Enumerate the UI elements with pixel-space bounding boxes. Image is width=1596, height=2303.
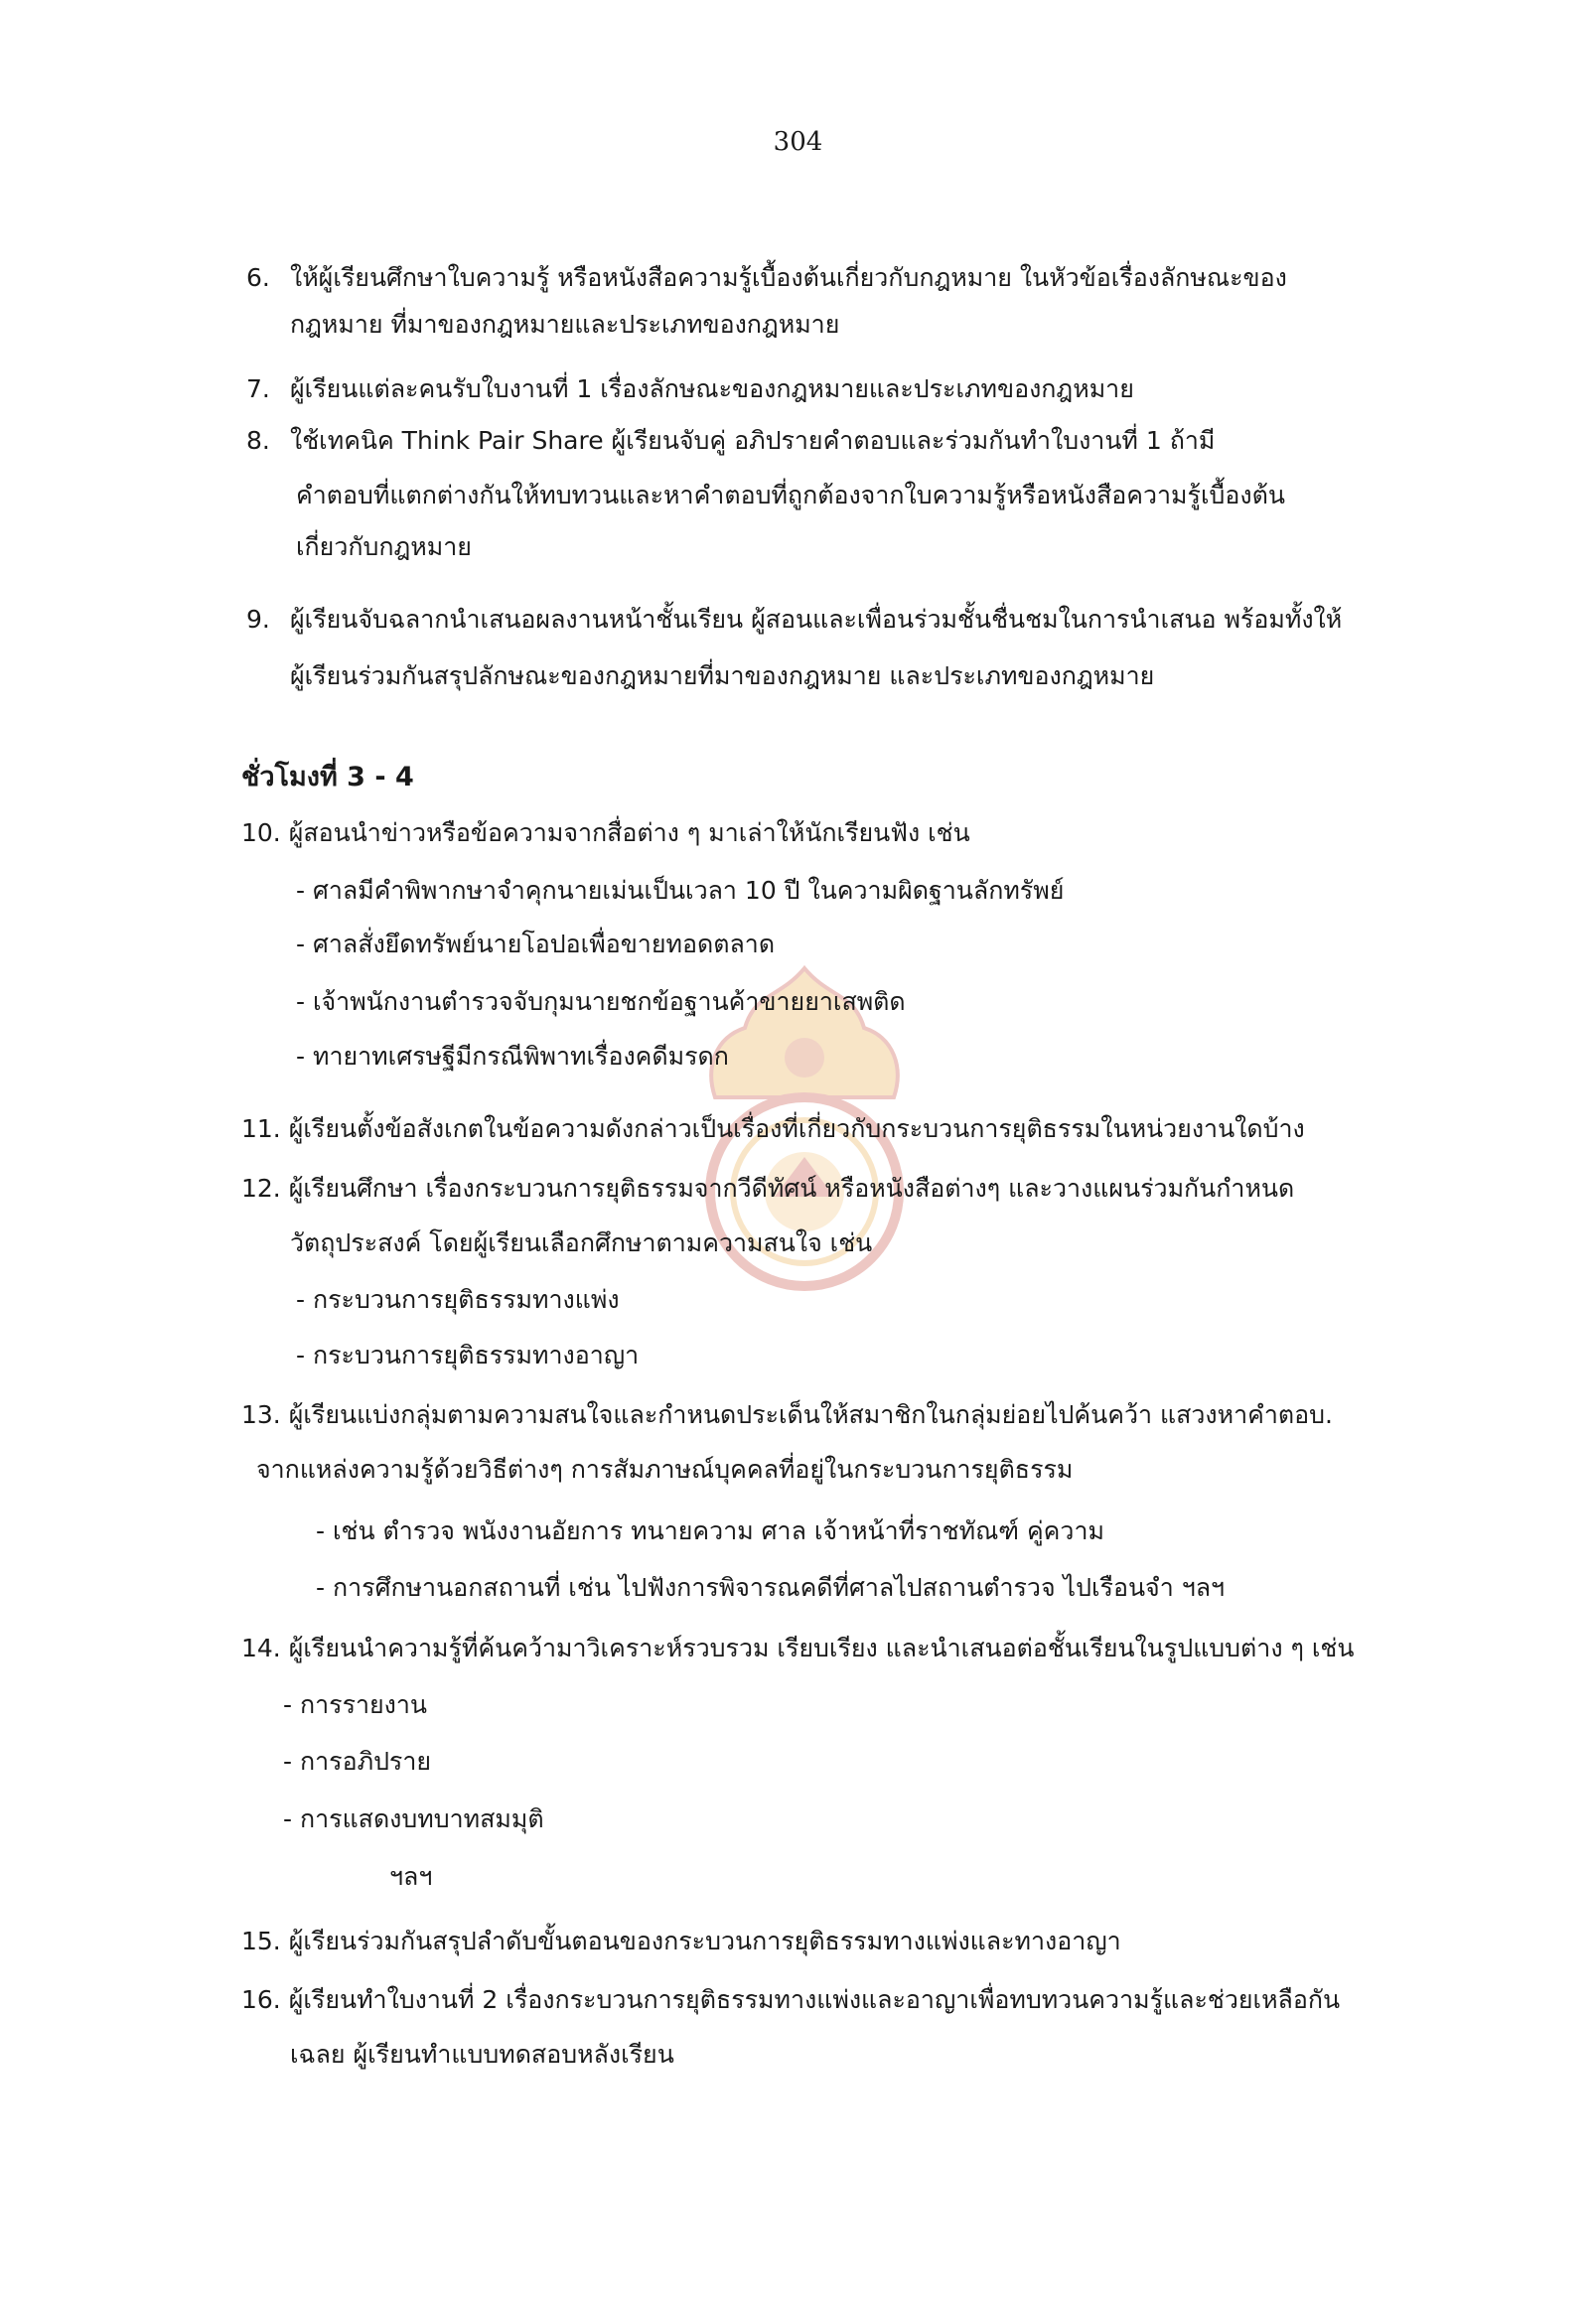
item-8-line-3: เกี่ยวกับกฎหมาย: [296, 532, 472, 561]
item-6-line-2: กฎหมาย ที่มาของกฎหมายและประเภทของกฎหมาย: [290, 310, 840, 339]
item-13-bullet-2: - การศึกษานอกสถานที่ เช่น ไปฟังการพิจารณคดีที่ศาลไปสถานตำรวจ ไปเรือนจำ ฯลฯ: [316, 1573, 1226, 1602]
section-heading: ชั่วโมงที่ 3 - 4: [241, 762, 414, 792]
item-8-number: 8.: [246, 426, 270, 455]
item-6-line-1: ให้ผู้เรียนศึกษาใบความรู้ หรือหนังสือความรู้เบื้องต้นเกี่ยวกับกฎหมาย ในหัวข้อเรื่องลักษณะของ: [290, 263, 1287, 292]
item-9-line-2: ผู้เรียนร่วมกันสรุปลักษณะของกฎหมายที่มาของกฎหมาย และประเภทของกฎหมาย: [290, 661, 1155, 690]
item-16-line-2: เฉลย ผู้เรียนทำแบบทดสอบหลังเรียน: [290, 2040, 674, 2069]
item-7-line-1: ผู้เรียนแต่ละคนรับใบงานที่ 1 เรื่องลักษณะของกฎหมายและประเภทของกฎหมาย: [290, 374, 1134, 403]
item-12-bullet-2: - กระบวนการยุติธรรมทางอาญา: [296, 1341, 640, 1369]
item-12-bullet-1: - กระบวนการยุติธรรมทางแพ่ง: [296, 1285, 620, 1314]
item-8-line-2: คำตอบที่แตกต่างกันให้ทบทวนและหาคำตอบที่ถูกต้องจากใบความรู้หรือหนังสือความรู้เบื้องต้น: [296, 481, 1285, 509]
item-14-bullet-3: - การแสดงบทบาทสมมุติ: [283, 1804, 544, 1833]
item-14-text: 14. ผู้เรียนนำความรู้ที่ค้นคว้ามาวิเคราะห์รวบรวม เรียบเรียง และนำเสนอต่อชั้นเรียนในรูปแบบต่าง ๆ เช่น: [241, 1634, 1355, 1662]
item-13-line-2: จากแหล่งความรู้ด้วยวิธีต่างๆ การสัมภาษณ์บุคคลที่อยู่ในกระบวนการยุติธรรม: [256, 1455, 1074, 1484]
item-6-number: 6.: [246, 263, 270, 292]
item-9-number: 9.: [246, 605, 270, 634]
item-8-line-1: ใช้เทคนิค Think Pair Share ผู้เรียนจับคู่ อภิปรายคำตอบและร่วมกันทำใบงานที่ 1 ถ้ามี: [290, 426, 1216, 455]
item-13-line-1: 13. ผู้เรียนแบ่งกลุ่มตามความสนใจและกำหนดประเด็นให้สมาชิกในกลุ่มย่อยไปค้นคว้า แสวงหาคำตอบ.: [241, 1400, 1333, 1429]
item-10-bullet-3: - เจ้าพนักงานตำรวจจับกุมนายชกข้อฐานค้าขายยาเสพติด: [296, 987, 906, 1016]
item-16-line-1: 16. ผู้เรียนทำใบงานที่ 2 เรื่องกระบวนการยุติธรรมทางแพ่งและอาญาเพื่อทบทวนความรู้และช่วยเหลือกัน: [241, 1985, 1341, 2014]
item-14-etc: ฯลฯ: [389, 1862, 433, 1891]
item-12-line-1: 12. ผู้เรียนศึกษา เรื่องกระบวนการยุติธรรมจากวีดีทัศน์ หรือหนังสือต่างๆ และวางแผนร่วมกันกำหนด: [241, 1174, 1295, 1203]
item-14-bullet-2: - การอภิปราย: [283, 1747, 432, 1776]
item-7-number: 7.: [246, 374, 270, 403]
item-9-line-1: ผู้เรียนจับฉลากนำเสนอผลงานหน้าชั้นเรียน ผู้สอนและเพื่อนร่วมชั้นชื่นชมในการนำเสนอ พร้อมทั้งให้: [290, 605, 1343, 634]
item-10-bullet-1: - ศาลมีคำพิพากษาจำคุกนายเม่นเป็นเวลา 10 ปี ในความผิดฐานลักทรัพย์: [296, 876, 1065, 905]
item-14-bullet-1: - การรายงาน: [283, 1690, 428, 1719]
item-11-text: 11. ผู้เรียนตั้งข้อสังเกตในข้อความดังกล่าวเป็นเรื่องที่เกี่ยวกับกระบวนการยุติธรรมในหน่วยงานใดบ้าง: [241, 1114, 1305, 1143]
item-10-text: 10. ผู้สอนนำข่าวหรือข้อความจากสื่อต่าง ๆ มาเล่าให้นักเรียนฟัง เช่น: [241, 818, 970, 847]
page-number: 304: [773, 127, 823, 157]
item-15-text: 15. ผู้เรียนร่วมกันสรุปลำดับขั้นตอนของกระบวนการยุติธรรมทางแพ่งและทางอาญา: [241, 1927, 1121, 1955]
item-10-bullet-4: - ทายาทเศรษฐีมีกรณีพิพาทเรื่องคดีมรดก: [296, 1042, 729, 1071]
item-13-bullet-1: - เช่น ตำรวจ พนังงานอัยการ ทนายความ ศาล เจ้าหน้าที่ราชทัณฑ์ คู่ความ: [316, 1516, 1104, 1545]
item-12-line-2: วัตถุประสงค์ โดยผู้เรียนเลือกศึกษาตามความสนใจ เช่น: [290, 1228, 873, 1257]
item-10-bullet-2: - ศาลสั่งยึดทรัพย์นายโอปอเพื่อขายทอดตลาด: [296, 930, 776, 958]
